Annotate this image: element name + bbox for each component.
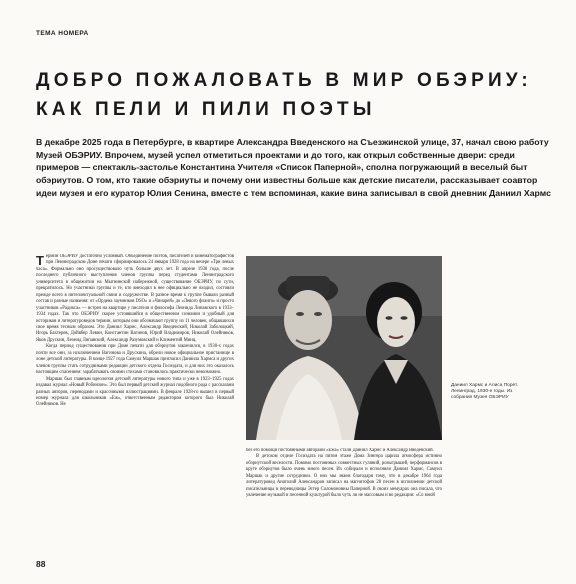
headline-line-2: КАК ПЕЛИ И ПИЛИ ПОЭТЫ xyxy=(36,99,376,120)
photo-illustration xyxy=(246,256,442,440)
paragraph-text: ермин ОБЭРИУ достаточно условный. Объединение поэтов, писателей и кинематографистов при Ленинградском Доме печати сформировалось 24 января 1928 года на вечере «Три левых часа». Формально оно просуществовало чуть больше двух лет. В апреле 1930 года, после последнего публичного выступления членов группы перед студентами Ленинградского университета в общежитии на Мытнинской набережной, существование ОБЭРИУ, по сути, прекратилось. Но участники группы и те, кто внеходил в нее официально не входил, состояли прежде всего в интеллектуальной связи и содружестве. В разное время к группе бывали разный состав и разные названия: от «Ордена заумников DSO» и «Чинарей» до «Левого фланга» и просто участников «Радикса» — встреч на квартире у писателя и философа Леонида Липавского в 1933–1934 годах. Так что ОБЭРИУ скорее устоявшийся в общественном сознании и удобный для историков и литературоведов термин, которым они обозначают группу из 11 человек, общавшихся свое время тесным образом. Это Даниил Хармс, Александр Введенский, Николай Заболоцкий, Игорь Бахтерев, Дойвбер Левин, Константин Вагинов, Юрий Владимиров, Николай Олейников, Яков Друскин, Леонид Липавский, Александр Разумовский и Климентий Минц. xyxy=(36,254,234,343)
page-number: 88 xyxy=(36,559,46,569)
headline-line-1: ДОБРО ПОЖАЛОВАТЬ В МИР ОБЭРИУ: xyxy=(36,70,532,91)
body-column-2 xyxy=(246,448,442,558)
archive-photo xyxy=(246,256,442,440)
body-paragraph: без его помощи постоянными авторами «Ежа» стали Даниил Хармс и Александр Введенский. xyxy=(246,448,434,453)
article-headline xyxy=(36,66,556,124)
body-paragraph: В детском отделе Госиздата на пятом этаже Дома Зингера царила атмосфера истинно обэриутской веселости. Помимо постоянных совместных гуляний, розыгрышей, перформансов в круге обэриутов было очень много песен. Их собирали и исполняли Даниил Хармс, Самуил Маршак и другие сотрудники. О них мы знаем благодаря тому, что в декабре 1964 года литературовед Анатолий Александров записал на магнитофон 28 песен в исполнении детской писательницы и переводчицы Эстер Соломоновны Паперной. В своих мемуарах она писала, что увлечение музыкой и песенной культурой было чуть ли не массовым и во редакции: «Со мной xyxy=(246,454,442,499)
drop-cap: Т xyxy=(36,254,44,268)
section-label: ТЕМА НОМЕРА xyxy=(36,30,89,37)
body-paragraph: Когда период существования при Доме печати для обэриутов закончился, в 1930-х годах почти все они, за исключением Вагинова и Друскина, обрели новое официальное пристанище в лоне детской литературы. В конце 1927 года Самуил Маршак пригласил Даниила Хармса и других членов группы стать сотрудниками редакции детского отдела Госиздата, и для них это оказалось настоящим спасением: зарабатывать своими стихами становилось практически невозможно. xyxy=(36,344,234,376)
body-paragraph xyxy=(36,254,234,344)
body-column-1 xyxy=(36,254,234,554)
article-lead: В декабре 2025 года в Петербурге, в квартире Александра Введенского на Съезжинской улице, 37, начал свою работу Музей ОБЭРИУ. Впрочем, музей успел отметиться проектами и до того, как открыл собственные двери: среди примеров — спектакль-застолье Константина Учителя «Список Паперной», сполна погружающий в веселый быт обэриутов. О том, кто такие обэриуты и почему они известны больше как детские писатели, рассказывает соавтор идеи музея и его куратор Юлия Сенина, вместе с тем вспоминая, какие вина записывал в свой дневник Даниил Хармс xyxy=(36,137,551,198)
photo-caption: Даниил Хармс и Алиса Порет. Ленинград, 1930-е годы. Из собрания Музея ОБЭРИУ xyxy=(451,383,518,400)
body-paragraph: Маршак был главным идеологом детской литературы нового типа и уже в 1923–1925 годах издавал журнал «Новый Робинзон». Это был первый детский журнал подобного рода с рассказами разных авторов, переводами и красочными иллюстрациями. В феврале 1928-го вышел в первый номер журнала для школьников «Еж», ответственным редактором которого был Николай Олейников. Не xyxy=(36,376,234,408)
